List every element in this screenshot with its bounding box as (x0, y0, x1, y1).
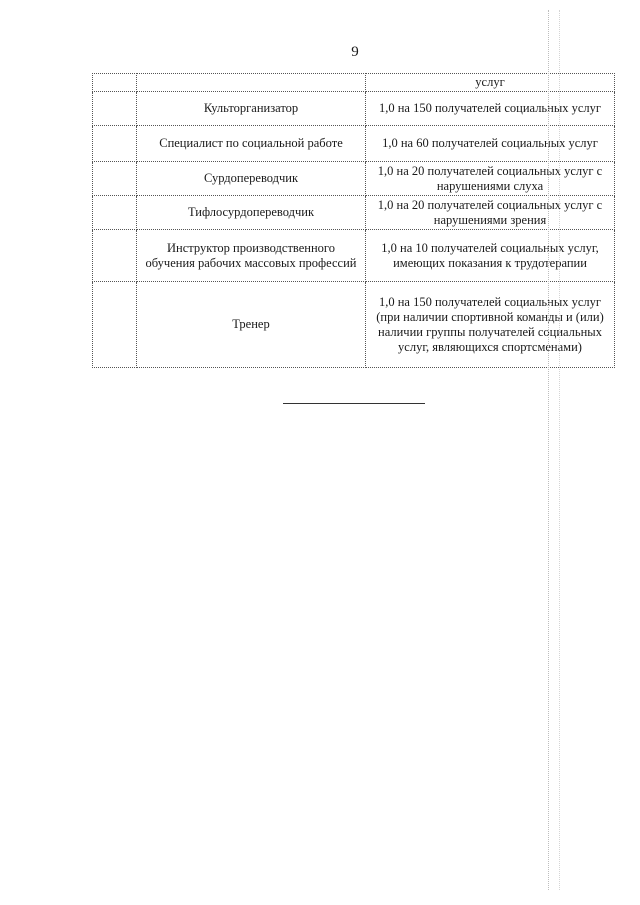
position-cell: Сурдопереводчик (137, 162, 366, 196)
row-number-cell (93, 162, 137, 196)
row-number-cell (93, 230, 137, 282)
norm-cell: 1,0 на 60 получателей социальных услуг (366, 126, 615, 162)
norm-cell: услуг (366, 74, 615, 92)
position-cell: Инструктор производственного обучения рабочих массовых профессий (137, 230, 366, 282)
table-row (93, 230, 615, 282)
position-cell (137, 74, 366, 92)
norm-cell: 1,0 на 20 получателей социальных услуг с нарушениями зрения (366, 196, 615, 230)
row-number-cell (93, 126, 137, 162)
staffing-norms-table (92, 73, 615, 368)
norm-cell: 1,0 на 150 получателей социальных услуг (366, 92, 615, 126)
norm-cell: 1,0 на 150 получателей социальных услуг (при наличии спортивной команды и (или) наличии группы получателей социальных услуг, являющихся спортсменами) (366, 282, 615, 368)
row-number-cell (93, 282, 137, 368)
norm-cell: 1,0 на 20 получателей социальных услуг с нарушениями слуха (366, 162, 615, 196)
scan-fold-artifact (548, 10, 560, 890)
table-row (93, 126, 615, 162)
table-row (93, 162, 615, 196)
row-number-cell (93, 196, 137, 230)
position-cell: Тренер (137, 282, 366, 368)
table-row (93, 74, 615, 92)
position-cell: Культорганизатор (137, 92, 366, 126)
row-number-cell (93, 74, 137, 92)
end-of-document-rule (283, 403, 425, 404)
norm-cell: 1,0 на 10 получателей социальных услуг, имеющих показания к трудотерапии (366, 230, 615, 282)
table-row (93, 92, 615, 126)
table-row (93, 282, 615, 368)
table-row (93, 196, 615, 230)
position-cell: Тифлосурдопереводчик (137, 196, 366, 230)
position-cell: Специалист по социальной работе (137, 126, 366, 162)
row-number-cell (93, 92, 137, 126)
page-number: 9 (351, 44, 359, 60)
